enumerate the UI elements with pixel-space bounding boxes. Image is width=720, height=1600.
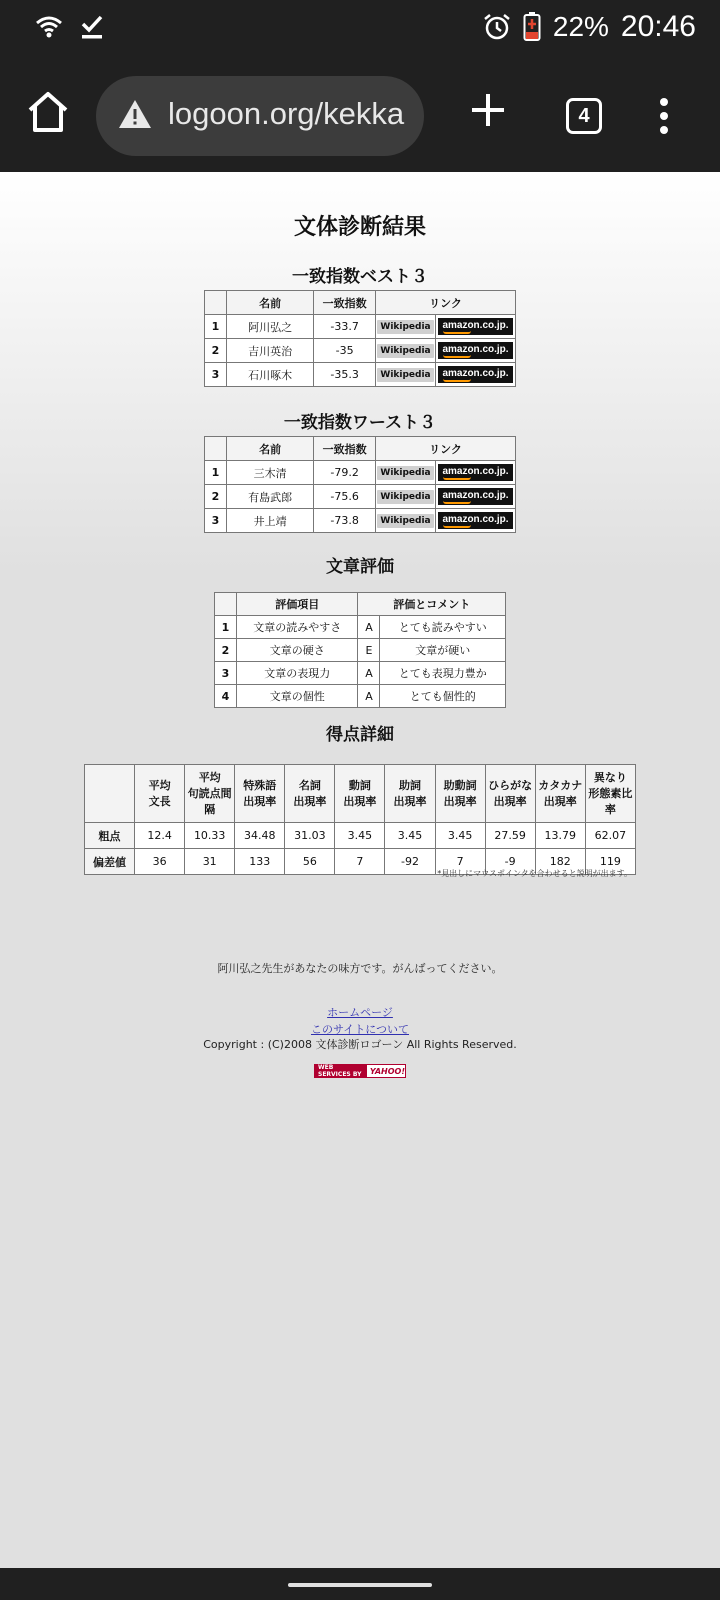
battery-percent: 22% — [552, 11, 609, 42]
header-hiragana-rate[interactable]: ひらがな 出現率 — [485, 765, 535, 823]
copyright: Copyright : (C)2008 文体診断ロゴーン All Rights Reserved. — [203, 1038, 517, 1051]
score-cell: 119 — [585, 849, 635, 875]
table-row — [205, 363, 516, 387]
best-table — [204, 290, 516, 387]
header-link: リンク — [376, 437, 516, 461]
amazon-link[interactable] — [438, 464, 512, 481]
score-cell: 3.45 — [385, 823, 435, 849]
score-cell: 36 — [135, 849, 185, 875]
table-row — [205, 339, 516, 363]
raw-score-label: 粗点 — [85, 823, 135, 849]
score-cell: 12.4 — [135, 823, 185, 849]
amazon-smile-icon — [443, 525, 471, 528]
worst-table — [204, 436, 516, 533]
score-cell: -9 — [485, 849, 535, 875]
score-cell: 31.03 — [285, 823, 335, 849]
header-name: 名前 — [226, 291, 313, 315]
header-auxverb-rate[interactable]: 助動詞 出現率 — [435, 765, 485, 823]
gesture-nav-bar — [0, 1568, 720, 1600]
table-row — [215, 662, 506, 685]
wikipedia-link[interactable]: Wikipedia — [377, 344, 433, 358]
score-cell: 7 — [435, 849, 485, 875]
rank-cell: 3 — [205, 509, 227, 533]
browser-toolbar — [0, 58, 720, 172]
table-header-row — [85, 765, 636, 823]
header-blank — [205, 291, 227, 315]
score-cell: 3.45 — [435, 823, 485, 849]
table-row — [205, 461, 516, 485]
index-value: -33.7 — [314, 315, 376, 339]
amazon-label: amazon.co.jp. — [442, 466, 509, 477]
rank-cell: 1 — [205, 461, 227, 485]
header-blank — [205, 437, 227, 461]
tabs-icon[interactable]: 4 — [566, 98, 602, 134]
header-morpheme-ratio[interactable]: 異なり 形態素比 率 — [585, 765, 635, 823]
score-cell: 27.59 — [485, 823, 535, 849]
yahoo-web-services-badge[interactable] — [314, 1064, 406, 1078]
clock: 20:46 — [620, 10, 696, 43]
home-icon[interactable] — [24, 88, 72, 136]
header-comment: 評価とコメント — [358, 593, 506, 616]
wikipedia-link[interactable]: Wikipedia — [377, 320, 433, 334]
eval-comment: 文章が硬い — [380, 639, 506, 662]
home-gesture-handle[interactable] — [288, 1583, 432, 1587]
eval-grade: E — [358, 639, 380, 662]
row-number: 1 — [215, 616, 237, 639]
rank-cell: 2 — [205, 339, 227, 363]
amazon-smile-icon — [443, 501, 471, 504]
plus-icon[interactable] — [468, 90, 508, 130]
status-bar — [0, 0, 720, 58]
wikipedia-link[interactable]: Wikipedia — [377, 368, 433, 382]
rank-cell: 2 — [205, 485, 227, 509]
score-cell: 10.33 — [185, 823, 235, 849]
amazon-link[interactable] — [438, 488, 512, 505]
score-note: *見出しにマウスポインタを合わせると説明が出ます。 — [437, 869, 632, 878]
header-index: 一致指数 — [314, 437, 376, 461]
row-number: 4 — [215, 685, 237, 708]
author-name: 石川啄木 — [226, 363, 313, 387]
amazon-label: amazon.co.jp. — [442, 368, 509, 379]
amazon-smile-icon — [443, 355, 471, 358]
header-noun-rate[interactable]: 名詞 出現率 — [285, 765, 335, 823]
amazon-link[interactable] — [438, 342, 512, 359]
eval-item: 文章の個性 — [236, 685, 358, 708]
rank-cell: 1 — [205, 315, 227, 339]
wikipedia-link[interactable]: Wikipedia — [377, 490, 433, 504]
amazon-label: amazon.co.jp. — [442, 320, 509, 331]
table-header-row — [205, 437, 516, 461]
wifi-icon — [36, 16, 62, 38]
amazon-label: amazon.co.jp. — [442, 344, 509, 355]
table-row — [215, 616, 506, 639]
evaluation-section-title: 文章評価 — [326, 557, 394, 577]
header-blank — [215, 593, 237, 616]
header-katakana-rate[interactable]: カタカナ 出現率 — [535, 765, 585, 823]
score-cell: 3.45 — [335, 823, 385, 849]
eval-item: 文章の読みやすさ — [236, 616, 358, 639]
table-row-raw — [85, 823, 636, 849]
amazon-label: amazon.co.jp. — [442, 490, 509, 501]
amazon-label: amazon.co.jp. — [442, 514, 509, 525]
header-name: 名前 — [226, 437, 313, 461]
yahoo-badge-left-text: WEB SERVICES BY — [315, 1065, 367, 1077]
table-row — [215, 639, 506, 662]
amazon-smile-icon — [443, 331, 471, 334]
table-row — [205, 485, 516, 509]
header-index: 一致指数 — [314, 291, 376, 315]
eval-item: 文章の硬さ — [236, 639, 358, 662]
page-content — [0, 172, 720, 1568]
amazon-link[interactable] — [438, 366, 512, 383]
score-cell: 7 — [335, 849, 385, 875]
index-value: -75.6 — [314, 485, 376, 509]
author-name: 三木清 — [226, 461, 313, 485]
row-number: 2 — [215, 639, 237, 662]
more-vert-icon[interactable] — [652, 96, 676, 136]
amazon-link[interactable] — [438, 318, 512, 335]
index-value: -35.3 — [314, 363, 376, 387]
best-section-title: 一致指数ベスト３ — [292, 267, 428, 287]
rank-cell: 3 — [205, 363, 227, 387]
alarm-icon — [483, 13, 511, 41]
header-verb-rate[interactable]: 動詞 出現率 — [335, 765, 385, 823]
index-value: -73.8 — [314, 509, 376, 533]
author-name: 井上靖 — [226, 509, 313, 533]
eval-comment: とても表現力豊か — [380, 662, 506, 685]
amazon-link[interactable] — [438, 512, 512, 529]
author-name: 阿川弘之 — [226, 315, 313, 339]
header-link: リンク — [376, 291, 516, 315]
index-value: -79.2 — [314, 461, 376, 485]
battery-icon — [523, 12, 541, 42]
download-done-icon — [80, 14, 104, 40]
header-item: 評価項目 — [236, 593, 358, 616]
score-cell: 31 — [185, 849, 235, 875]
about-site-link[interactable]: このサイトについて — [310, 1023, 409, 1036]
score-cell: 34.48 — [235, 823, 285, 849]
header-avg-sentence-length[interactable]: 平均 文長 — [135, 765, 185, 823]
table-header-row — [205, 291, 516, 315]
url-text: logoon.org/kekka — [168, 96, 405, 131]
eval-grade: A — [358, 685, 380, 708]
home-page-link[interactable]: ホームページ — [327, 1006, 393, 1019]
author-name: 吉川英治 — [226, 339, 313, 363]
score-section-title: 得点詳細 — [326, 725, 394, 745]
eval-item: 文章の表現力 — [236, 662, 358, 685]
wikipedia-link[interactable]: Wikipedia — [377, 466, 433, 480]
row-number: 3 — [215, 662, 237, 685]
score-cell: -92 — [385, 849, 435, 875]
warning-icon — [118, 98, 152, 130]
table-row — [205, 509, 516, 533]
header-blank — [85, 765, 135, 823]
header-avg-punctuation-interval[interactable]: 平均 句読点間 隔 — [185, 765, 235, 823]
table-row — [205, 315, 516, 339]
url-bar[interactable] — [96, 76, 424, 156]
score-cell: 56 — [285, 849, 335, 875]
score-cell: 13.79 — [535, 823, 585, 849]
score-cell: 182 — [535, 849, 585, 875]
author-name: 有島武郎 — [226, 485, 313, 509]
table-row — [215, 685, 506, 708]
score-table — [84, 764, 636, 875]
table-header-row — [215, 593, 506, 616]
deviation-label: 偏差値 — [85, 849, 135, 875]
score-cell: 62.07 — [585, 823, 635, 849]
amazon-smile-icon — [443, 379, 471, 382]
amazon-smile-icon — [443, 477, 471, 480]
worst-section-title: 一致指数ワースト３ — [283, 413, 437, 433]
index-value: -35 — [314, 339, 376, 363]
encouragement-message: 阿川弘之先生があなたの味方です。がんばってください。 — [217, 962, 503, 975]
eval-grade: A — [358, 616, 380, 639]
eval-comment: とても個性的 — [380, 685, 506, 708]
eval-grade: A — [358, 662, 380, 685]
page-title: 文体診断結果 — [293, 215, 426, 240]
eval-comment: とても読みやすい — [380, 616, 506, 639]
header-special-word-rate[interactable]: 特殊語 出現率 — [235, 765, 285, 823]
evaluation-table — [214, 592, 506, 708]
yahoo-badge-right-text: YAHOO! — [369, 1066, 405, 1076]
wikipedia-link[interactable]: Wikipedia — [377, 514, 433, 528]
score-cell: 133 — [235, 849, 285, 875]
header-particle-rate[interactable]: 助詞 出現率 — [385, 765, 435, 823]
